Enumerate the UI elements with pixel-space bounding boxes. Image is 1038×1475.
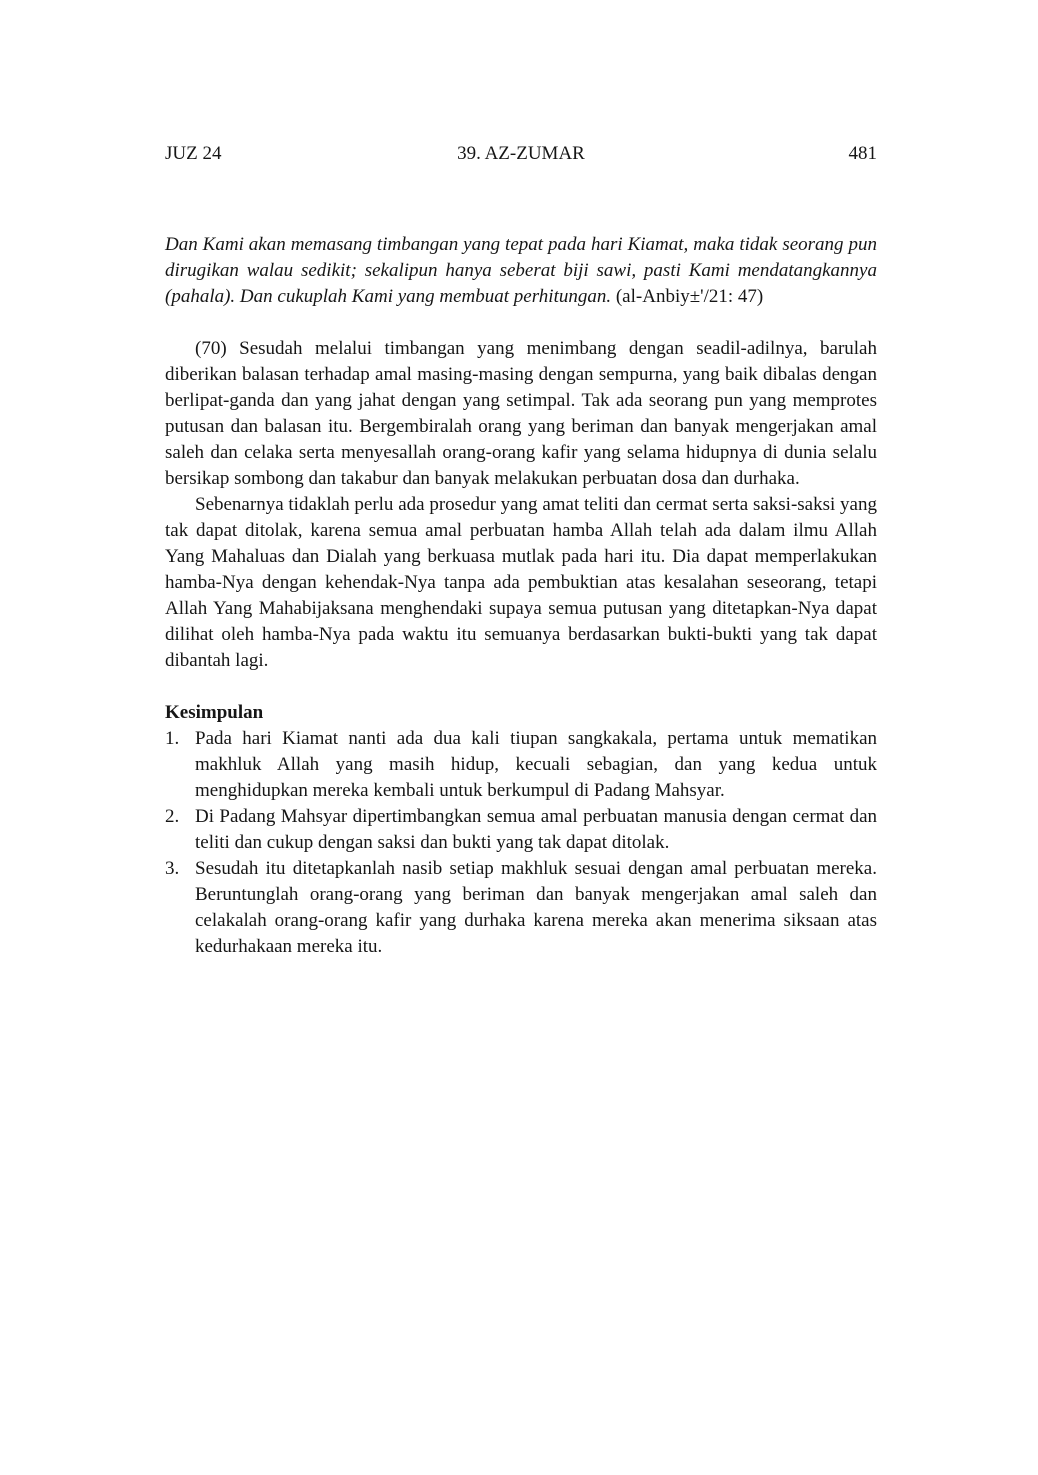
page-header bbox=[165, 143, 877, 165]
surah-title: 39. AZ-ZUMAR bbox=[457, 143, 585, 164]
list-item bbox=[165, 726, 877, 804]
kesimpulan-heading: Kesimpulan bbox=[165, 702, 264, 723]
page-number: 481 bbox=[848, 143, 877, 164]
body-paragraph-1: (70) Sesudah melalui timbangan yang menimbang dengan seadil-adilnya, barulah diberikan balasan terhadap amal masing-masing dengan sempurna, yang baik dibalas dengan berlipat-ganda dan yang jahat dengan yang setimpal. Tak ada seorang pun yang memprotes putusan dan balasan itu. Bergembiralah orang yang beriman dan banyak mengerjakan amal saleh dan celaka serta menyesallah orang-orang kafir yang selama hidupnya di dunia selalu bersikap sombong dan takabur dan banyak melakukan perbuatan dosa dan durhaka. bbox=[165, 338, 877, 489]
quote-paragraph bbox=[165, 232, 877, 310]
body-paragraph-2: Sebenarnya tidaklah perlu ada prosedur yang amat teliti dan cermat serta saksi-saksi yang tak dapat ditolak, karena semua amal perbuatan hamba Allah telah ada dalam ilmu Allah Yang Mahaluas dan Dialah yang berkuasa mutlak pada hari itu. Dia dapat memperlakukan hamba-Nya dengan kehendak-Nya tanpa ada pembuktian atas kesalahan seseorang, tetapi Allah Yang Mahabijaksana menghendaki supaya semua putusan yang ditetapkan-Nya dapat dilihat oleh hamba-Nya pada waktu itu semuanya berdasarkan bukti-bukti yang tak dapat dibantah lagi. bbox=[165, 494, 877, 671]
quote-reference: (al-Anbiy±'/21: 47) bbox=[611, 286, 764, 307]
list-item-number: 1. bbox=[165, 728, 180, 749]
list-item-text: Pada hari Kiamat nanti ada dua kali tiupan sangkakala, pertama untuk mematikan makhluk Allah yang masih hidup, kecuali sebagian, dan yang kedua untuk menghidupkan mereka kembali untuk berkumpul di Padang Mahsyar. bbox=[195, 728, 877, 801]
list-item-number: 2. bbox=[165, 806, 180, 827]
list-item bbox=[165, 856, 877, 960]
list-item-text: Sesudah itu ditetapkanlah nasib setiap makhluk sesuai dengan amal perbuatan mereka. Beruntunglah orang-orang yang beriman dan banyak mengerjakan amal saleh dan celakalah orang-orang kafir yang durhaka karena mereka akan menerima siksaan atas kedurhakaan mereka itu. bbox=[195, 858, 877, 957]
list-item-number: 3. bbox=[165, 858, 180, 879]
quote-text: Dan Kami akan memasang timbangan yang tepat pada hari Kiamat, maka tidak seorang pun dirugikan walau sedikit; sekalipun hanya seberat biji sawi, pasti Kami mendatangkannya (pahala). Dan cukuplah Kami yang membuat perhitungan. bbox=[165, 234, 877, 307]
list-item bbox=[165, 804, 877, 856]
juz-label: JUZ 24 bbox=[165, 143, 222, 164]
page-content bbox=[165, 232, 877, 960]
kesimpulan-list bbox=[165, 726, 877, 960]
list-item-text: Di Padang Mahsyar dipertimbangkan semua amal perbuatan manusia dengan cermat dan teliti dan cukup dengan saksi dan bukti yang tak dapat ditolak. bbox=[195, 806, 877, 853]
